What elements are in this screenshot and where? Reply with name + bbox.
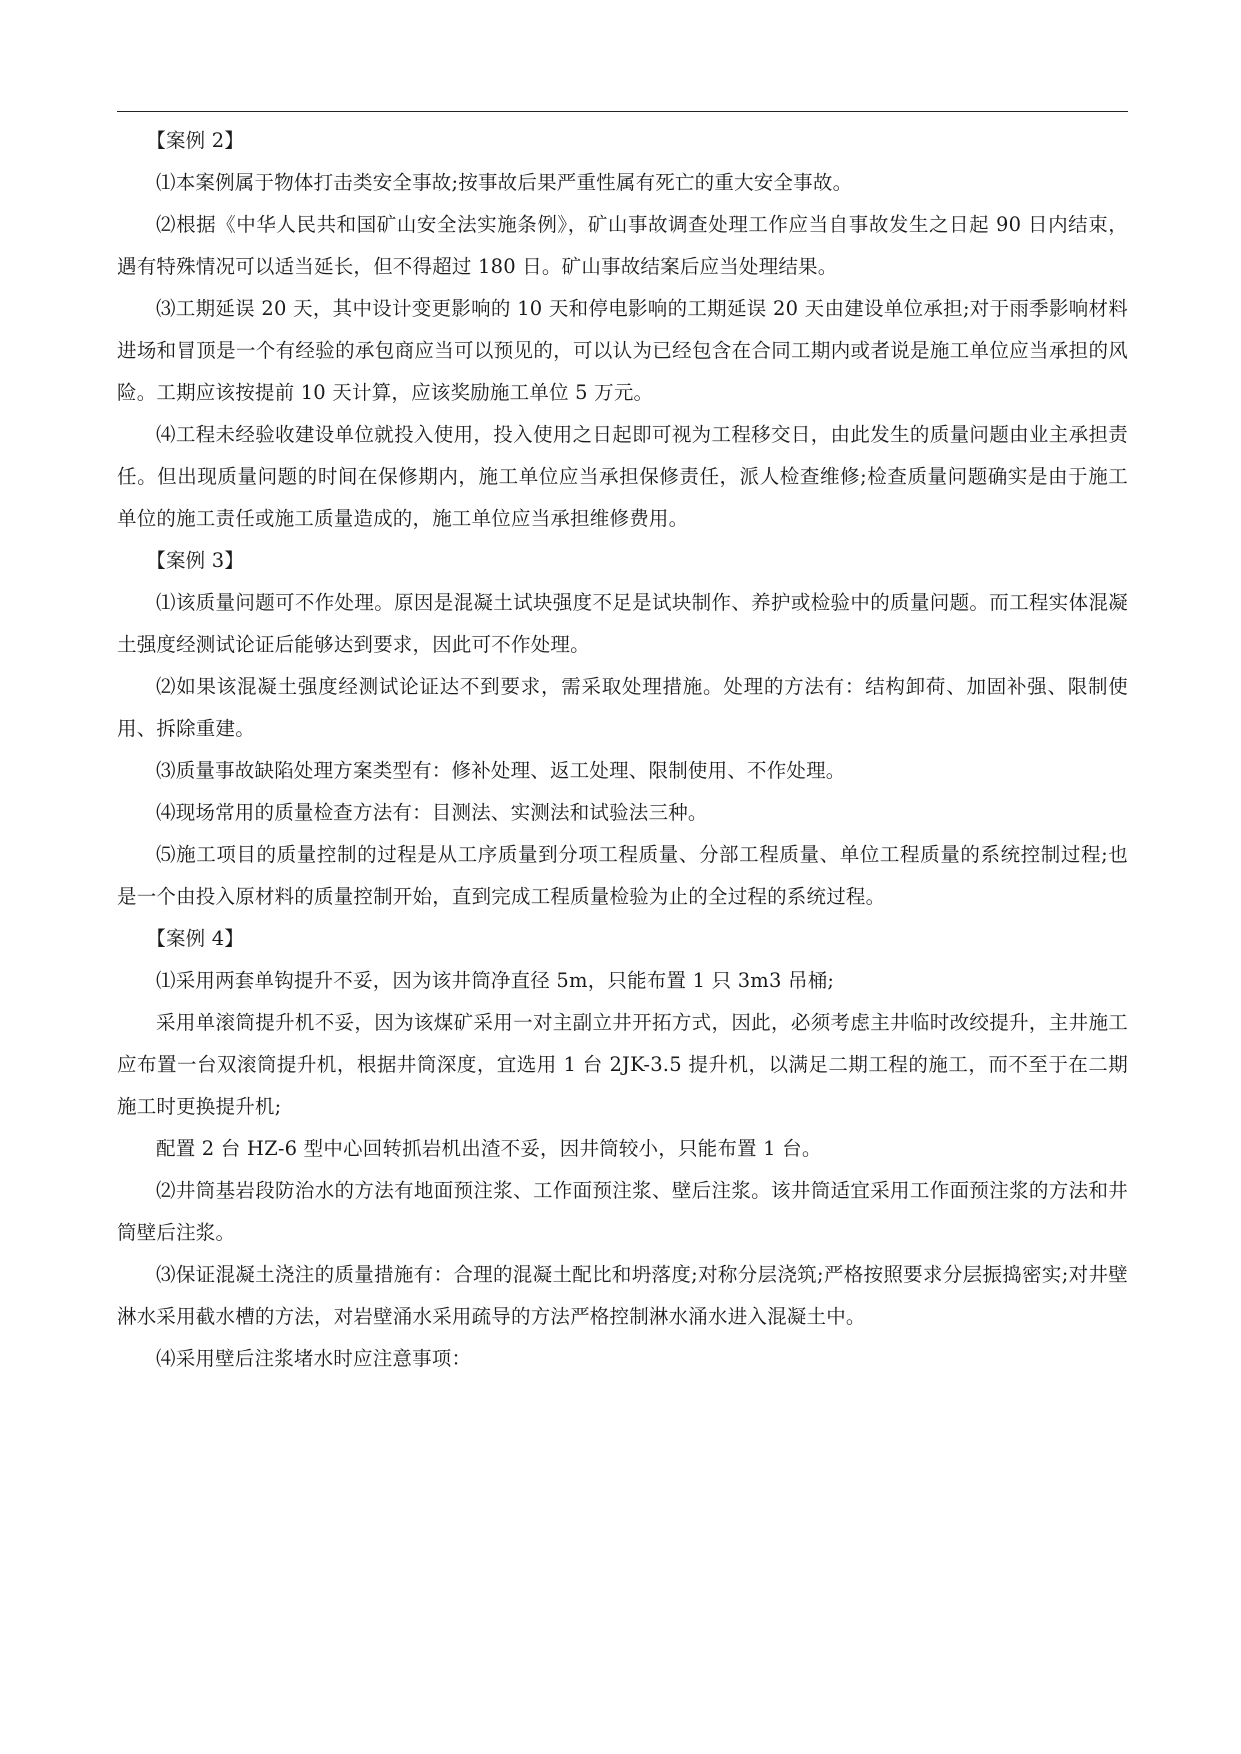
header-rule: [117, 111, 1128, 112]
case-3-heading: 【案例 3】: [146, 549, 245, 572]
case-2-item-3: ⑶工期延误 20 天，其中设计变更影响的 10 天和停电影响的工期延误 20 天由建设单位承担;对于雨季影响材料进场和冒顶是一个有经验的承包商应当可以预见的，可以认为已经包含在合同工期内或者说是施工单位应当承担的风险。工期应该按提前 10 天计算，应该奖励施工单位 5 万元。: [117, 297, 1128, 404]
case-4-item-4: ⑷采用壁后注浆堵水时应注意事项：: [156, 1347, 472, 1370]
case-4-item-1-cont-a: 采用单滚筒提升机不妥，因为该煤矿采用一对主副立井开拓方式，因此，必须考虑主井临时改绞提升，主井施工应布置一台双滚筒提升机，根据井筒深度，宜选用 1 台 2JK-3.5 提升机，以满足二期工程的施工，而不至于在二期施工时更换提升机;: [117, 1011, 1128, 1118]
case-3-item-1: ⑴该质量问题可不作处理。原因是混凝土试块强度不足是试块制作、养护或检验中的质量问题。而工程实体混凝土强度经测试论证后能够达到要求，因此可不作处理。: [117, 591, 1128, 656]
case-2-item-2: ⑵根据《中华人民共和国矿山安全法实施条例》，矿山事故调查处理工作应当自事故发生之日起 90 日内结束，遇有特殊情况可以适当延长，但不得超过 180 日。矿山事故结案后应当处理结果。: [117, 213, 1128, 278]
case-4-item-3: ⑶保证混凝土浇注的质量措施有：合理的混凝土配比和坍落度;对称分层浇筑;严格按照要求分层振捣密实;对井壁淋水采用截水槽的方法，对岩壁涌水采用疏导的方法严格控制淋水涌水进入混凝土中。: [117, 1263, 1128, 1328]
case-4-item-1-cont-b: 配置 2 台 HZ-6 型中心回转抓岩机出渣不妥，因井筒较小，只能布置 1 台。: [156, 1137, 822, 1160]
case-3-item-3: ⑶质量事故缺陷处理方案类型有：修补处理、返工处理、限制使用、不作处理。: [156, 759, 846, 782]
case-2-item-1: ⑴本案例属于物体打击类安全事故;按事故后果严重性属有死亡的重大安全事故。: [156, 171, 853, 194]
case-2-heading: 【案例 2】: [146, 129, 245, 152]
case-4-item-1: ⑴采用两套单钩提升不妥，因为该井筒净直径 5m，只能布置 1 只 3m3 吊桶;: [156, 969, 835, 992]
case-2-item-4: ⑷工程未经验收建设单位就投入使用，投入使用之日起即可视为工程移交日，由此发生的质量问题由业主承担责任。但出现质量问题的时间在保修期内，施工单位应当承担保修责任，派人检查维修;检查质量问题确实是由于施工单位的施工责任或施工质量造成的，施工单位应当承担维修费用。: [117, 423, 1128, 530]
case-3-item-5: ⑸施工项目的质量控制的过程是从工序质量到分项工程质量、分部工程质量、单位工程质量的系统控制过程;也是一个由投入原材料的质量控制开始，直到完成工程质量检验为止的全过程的系统过程。: [117, 843, 1128, 908]
case-3-item-4: ⑷现场常用的质量检查方法有：目测法、实测法和试验法三种。: [156, 801, 708, 824]
case-4-heading: 【案例 4】: [146, 927, 245, 950]
case-3-item-2: ⑵如果该混凝土强度经测试论证达不到要求，需采取处理措施。处理的方法有：结构卸荷、加固补强、限制使用、拆除重建。: [117, 675, 1128, 740]
document-body: [117, 120, 1128, 1380]
case-4-item-2: ⑵井筒基岩段防治水的方法有地面预注浆、工作面预注浆、壁后注浆。该井筒适宜采用工作面预注浆的方法和井筒壁后注浆。: [117, 1179, 1128, 1244]
